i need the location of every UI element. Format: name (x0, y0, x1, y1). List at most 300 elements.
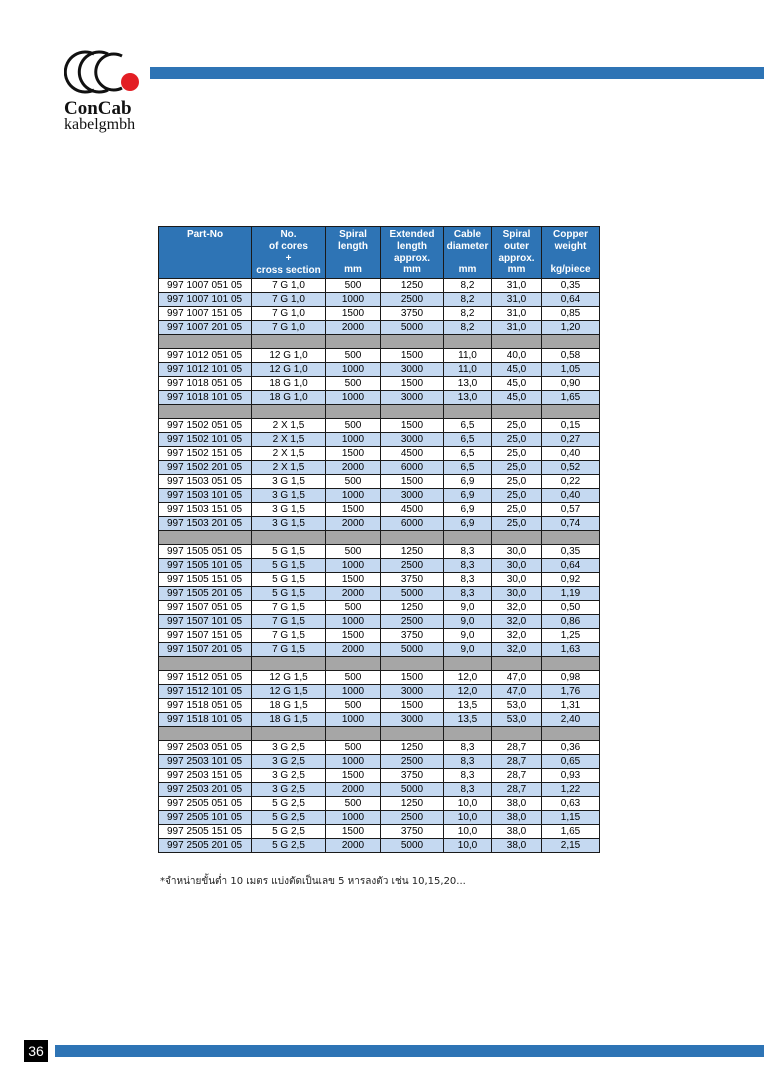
table-cell: 28,7 (492, 769, 542, 783)
table-cell: 5000 (381, 321, 444, 335)
table-cell: 25,0 (492, 489, 542, 503)
table-row (159, 769, 600, 783)
part-number-cell: 997 1502 151 05 (159, 447, 252, 461)
table-row (159, 419, 600, 433)
table-cell: 3 G 2,5 (252, 769, 326, 783)
table-cell: 0,50 (542, 601, 600, 615)
column-header-line: length (397, 241, 427, 252)
part-number-cell: 997 1505 201 05 (159, 587, 252, 601)
table-cell: 3000 (381, 489, 444, 503)
separator-cell (492, 657, 542, 671)
table-cell: 2500 (381, 559, 444, 573)
table-cell: 5 G 2,5 (252, 825, 326, 839)
header-accent-bar (150, 67, 764, 79)
column-header-line: Part-No (186, 229, 224, 240)
table-cell: 0,93 (542, 769, 600, 783)
table-cell: 1500 (326, 503, 381, 517)
separator-cell (542, 727, 600, 741)
table-cell: 2000 (326, 783, 381, 797)
table-cell: 3 G 2,5 (252, 741, 326, 755)
table-cell: 8,3 (444, 769, 492, 783)
table-cell: 0,58 (542, 349, 600, 363)
table-cell: 3750 (381, 573, 444, 587)
table-cell: 2 X 1,5 (252, 419, 326, 433)
table-cell: 6000 (381, 461, 444, 475)
table-cell: 1500 (326, 629, 381, 643)
table-cell: 25,0 (492, 433, 542, 447)
group-separator-row (159, 657, 600, 671)
part-number-cell: 997 1507 201 05 (159, 643, 252, 657)
column-header (381, 227, 444, 279)
table-row (159, 699, 600, 713)
separator-cell (159, 335, 252, 349)
table-cell: 18 G 1,5 (252, 713, 326, 727)
table-cell: 1,63 (542, 643, 600, 657)
table-cell: 3 G 2,5 (252, 755, 326, 769)
table-cell: 8,3 (444, 559, 492, 573)
separator-cell (542, 405, 600, 419)
table-cell: 1500 (381, 419, 444, 433)
separator-cell (381, 531, 444, 545)
table-row (159, 321, 600, 335)
table-cell: 8,2 (444, 321, 492, 335)
separator-cell (326, 657, 381, 671)
table-cell: 45,0 (492, 391, 542, 405)
part-number-cell: 997 1507 151 05 (159, 629, 252, 643)
table-cell: 0,22 (542, 475, 600, 489)
table-row (159, 545, 600, 559)
table-cell: 6,5 (444, 419, 492, 433)
part-number-cell: 997 1505 151 05 (159, 573, 252, 587)
table-cell: 12,0 (444, 685, 492, 699)
table-cell: 500 (326, 671, 381, 685)
table-row (159, 503, 600, 517)
group-separator-row (159, 727, 600, 741)
part-number-cell: 997 1512 051 05 (159, 671, 252, 685)
separator-cell (444, 531, 492, 545)
table-cell: 2,15 (542, 839, 600, 853)
table-cell: 0,57 (542, 503, 600, 517)
table-cell: 2 X 1,5 (252, 447, 326, 461)
table-cell: 4500 (381, 503, 444, 517)
table-row (159, 741, 600, 755)
table-cell: 12 G 1,0 (252, 363, 326, 377)
table-cell: 38,0 (492, 797, 542, 811)
table-cell: 6,5 (444, 447, 492, 461)
table-cell: 8,3 (444, 587, 492, 601)
table-cell: 1,05 (542, 363, 600, 377)
part-number-cell: 997 1518 101 05 (159, 713, 252, 727)
separator-cell (252, 405, 326, 419)
separator-cell (252, 657, 326, 671)
table-cell: 500 (326, 349, 381, 363)
table-cell: 2000 (326, 643, 381, 657)
table-cell: 1000 (326, 713, 381, 727)
part-number-cell: 997 1503 051 05 (159, 475, 252, 489)
separator-cell (492, 335, 542, 349)
table-cell: 5 G 2,5 (252, 811, 326, 825)
table-row (159, 377, 600, 391)
table-cell: 1,76 (542, 685, 600, 699)
table-cell: 38,0 (492, 839, 542, 853)
table-cell: 6,5 (444, 433, 492, 447)
column-header-line: Copper (553, 229, 588, 240)
table-cell: 8,2 (444, 279, 492, 293)
table-cell: 7 G 1,5 (252, 629, 326, 643)
separator-cell (381, 727, 444, 741)
table-cell: 2500 (381, 811, 444, 825)
column-unit: mm (403, 264, 421, 275)
table-cell: 30,0 (492, 545, 542, 559)
table-cell: 25,0 (492, 503, 542, 517)
column-header-line: outer (504, 241, 529, 252)
table-cell: 0,52 (542, 461, 600, 475)
table-cell: 1,25 (542, 629, 600, 643)
table-cell: 11,0 (444, 363, 492, 377)
part-number-cell: 997 1505 101 05 (159, 559, 252, 573)
brand-name: ConCab (64, 98, 132, 119)
brand-subtitle: kabelgmbh (64, 116, 136, 133)
table-cell: 5 G 1,5 (252, 573, 326, 587)
column-header-line: Spiral (339, 229, 367, 240)
part-number-cell: 997 2503 201 05 (159, 783, 252, 797)
part-number-cell: 997 1503 201 05 (159, 517, 252, 531)
table-cell: 500 (326, 377, 381, 391)
table-cell: 0,64 (542, 559, 600, 573)
table-cell: 28,7 (492, 755, 542, 769)
separator-cell (444, 405, 492, 419)
part-number-cell: 997 1007 101 05 (159, 293, 252, 307)
table-cell: 1000 (326, 615, 381, 629)
table-cell: 1500 (326, 573, 381, 587)
column-header-line: length (338, 241, 368, 252)
column-header-line: Spiral (502, 229, 531, 240)
separator-cell (252, 727, 326, 741)
table-cell: 1,31 (542, 699, 600, 713)
table-cell: 1000 (326, 391, 381, 405)
table-cell: 1500 (326, 447, 381, 461)
part-number-cell: 997 1007 151 05 (159, 307, 252, 321)
table-cell: 18 G 1,5 (252, 699, 326, 713)
table-cell: 0,35 (542, 279, 600, 293)
part-number-cell: 997 1507 051 05 (159, 601, 252, 615)
table-body (159, 279, 600, 853)
table-cell: 3750 (381, 825, 444, 839)
table-cell: 0,98 (542, 671, 600, 685)
part-number-cell: 997 1502 051 05 (159, 419, 252, 433)
separator-cell (381, 405, 444, 419)
table-cell: 1000 (326, 811, 381, 825)
table-cell: 1,65 (542, 391, 600, 405)
table-cell: 7 G 1,5 (252, 643, 326, 657)
part-number-cell: 997 1502 201 05 (159, 461, 252, 475)
separator-cell (159, 531, 252, 545)
table-cell: 2000 (326, 587, 381, 601)
column-header-line: diameter (446, 241, 489, 252)
table-cell: 5 G 2,5 (252, 839, 326, 853)
table-cell: 0,27 (542, 433, 600, 447)
table-cell: 6,5 (444, 461, 492, 475)
separator-cell (444, 657, 492, 671)
table-cell: 2000 (326, 461, 381, 475)
part-number-cell: 997 1012 101 05 (159, 363, 252, 377)
table-cell: 2500 (381, 615, 444, 629)
table-cell: 3750 (381, 629, 444, 643)
table-cell: 7 G 1,5 (252, 601, 326, 615)
table-cell: 38,0 (492, 811, 542, 825)
table-row (159, 517, 600, 531)
table-cell: 1000 (326, 559, 381, 573)
table-row (159, 839, 600, 853)
table-cell: 47,0 (492, 671, 542, 685)
table-row (159, 573, 600, 587)
table-row (159, 643, 600, 657)
column-header-line: No. (280, 229, 297, 240)
column-unit: mm (344, 264, 362, 275)
table-cell: 32,0 (492, 643, 542, 657)
table-cell: 11,0 (444, 349, 492, 363)
table-cell: 25,0 (492, 517, 542, 531)
part-number-cell: 997 1518 051 05 (159, 699, 252, 713)
table-cell: 500 (326, 601, 381, 615)
table-cell: 0,92 (542, 573, 600, 587)
table-cell: 7 G 1,0 (252, 307, 326, 321)
table-cell: 1,19 (542, 587, 600, 601)
table-row (159, 279, 600, 293)
group-separator-row (159, 405, 600, 419)
table-cell: 13,0 (444, 391, 492, 405)
column-unit: kg/piece (550, 264, 591, 275)
table-cell: 2500 (381, 755, 444, 769)
column-header-line: cross section (256, 265, 321, 276)
column-unit: mm (507, 264, 526, 275)
table-row (159, 685, 600, 699)
table-cell: 2,40 (542, 713, 600, 727)
column-header (492, 227, 542, 279)
table-cell: 13,5 (444, 699, 492, 713)
table-cell: 1500 (326, 769, 381, 783)
part-number-cell: 997 2503 101 05 (159, 755, 252, 769)
column-header (542, 227, 600, 279)
part-number-cell: 997 2505 201 05 (159, 839, 252, 853)
table-cell: 3000 (381, 433, 444, 447)
table-cell: 30,0 (492, 587, 542, 601)
table-cell: 8,3 (444, 783, 492, 797)
separator-cell (542, 335, 600, 349)
table-cell: 5000 (381, 839, 444, 853)
table-row (159, 629, 600, 643)
table-cell: 32,0 (492, 601, 542, 615)
table-cell: 7 G 1,5 (252, 615, 326, 629)
table-cell: 0,40 (542, 489, 600, 503)
separator-cell (159, 727, 252, 741)
column-header-line: approx. (393, 253, 431, 264)
table-cell: 2500 (381, 293, 444, 307)
part-number-cell: 997 2505 051 05 (159, 797, 252, 811)
table-cell: 1250 (381, 797, 444, 811)
table-cell: 1000 (326, 489, 381, 503)
table-row (159, 797, 600, 811)
separator-cell (542, 531, 600, 545)
table-cell: 31,0 (492, 307, 542, 321)
separator-cell (159, 405, 252, 419)
separator-cell (326, 531, 381, 545)
table-cell: 500 (326, 475, 381, 489)
table-row (159, 811, 600, 825)
table-cell: 31,0 (492, 279, 542, 293)
table-row (159, 433, 600, 447)
table-cell: 8,3 (444, 545, 492, 559)
table-cell: 10,0 (444, 811, 492, 825)
table-cell: 9,0 (444, 601, 492, 615)
table-cell: 1,65 (542, 825, 600, 839)
group-separator-row (159, 531, 600, 545)
part-number-cell: 997 2505 151 05 (159, 825, 252, 839)
part-number-cell: 997 1507 101 05 (159, 615, 252, 629)
column-header (326, 227, 381, 279)
table-cell: 1,15 (542, 811, 600, 825)
table-cell: 3000 (381, 685, 444, 699)
table-header-row (159, 227, 600, 279)
table-row (159, 713, 600, 727)
table-row (159, 783, 600, 797)
table-row (159, 391, 600, 405)
table-cell: 1250 (381, 545, 444, 559)
separator-cell (492, 727, 542, 741)
table-cell: 1250 (381, 279, 444, 293)
table-cell: 10,0 (444, 797, 492, 811)
table-row (159, 349, 600, 363)
part-number-cell: 997 1018 051 05 (159, 377, 252, 391)
table-row (159, 559, 600, 573)
separator-cell (542, 657, 600, 671)
table-cell: 32,0 (492, 615, 542, 629)
column-header-line: + (285, 253, 292, 264)
table-cell: 3750 (381, 769, 444, 783)
table-cell: 0,85 (542, 307, 600, 321)
table-cell: 4500 (381, 447, 444, 461)
table-cell: 1250 (381, 741, 444, 755)
table-cell: 1000 (326, 685, 381, 699)
table-cell: 3000 (381, 713, 444, 727)
table-cell: 0,63 (542, 797, 600, 811)
table-cell: 6000 (381, 517, 444, 531)
table-cell: 8,3 (444, 573, 492, 587)
table-cell: 2000 (326, 321, 381, 335)
table-cell: 25,0 (492, 475, 542, 489)
table-cell: 1500 (381, 349, 444, 363)
table-cell: 3000 (381, 391, 444, 405)
table-cell: 7 G 1,0 (252, 321, 326, 335)
column-header-line: of cores (269, 241, 308, 252)
part-number-cell: 997 1503 151 05 (159, 503, 252, 517)
table-row (159, 307, 600, 321)
part-number-cell: 997 2503 151 05 (159, 769, 252, 783)
table-row (159, 601, 600, 615)
separator-cell (326, 335, 381, 349)
table-cell: 500 (326, 741, 381, 755)
table-cell: 0,65 (542, 755, 600, 769)
part-number-cell: 997 1007 051 05 (159, 279, 252, 293)
table-cell: 6,9 (444, 489, 492, 503)
separator-cell (381, 657, 444, 671)
column-header (252, 227, 326, 279)
table-cell: 7 G 1,0 (252, 293, 326, 307)
table-cell: 31,0 (492, 321, 542, 335)
table-row (159, 489, 600, 503)
table-cell: 2 X 1,5 (252, 433, 326, 447)
table-cell: 1500 (381, 475, 444, 489)
table-cell: 5000 (381, 643, 444, 657)
column-header (444, 227, 492, 279)
table-cell: 0,74 (542, 517, 600, 531)
table-cell: 1000 (326, 293, 381, 307)
table-cell: 1500 (326, 825, 381, 839)
table-cell: 3 G 2,5 (252, 783, 326, 797)
footer-accent-bar (55, 1045, 764, 1057)
table-cell: 1,20 (542, 321, 600, 335)
table-cell: 5000 (381, 783, 444, 797)
table-cell: 1000 (326, 363, 381, 377)
table-cell: 3 G 1,5 (252, 489, 326, 503)
part-number-cell: 997 2503 051 05 (159, 741, 252, 755)
table-cell: 10,0 (444, 825, 492, 839)
table-cell: 13,0 (444, 377, 492, 391)
table-cell: 25,0 (492, 447, 542, 461)
table-cell: 500 (326, 797, 381, 811)
footnote: *จำหน่ายขั้นต่ำ 10 เมตร แบ่งตัดเป็นเลข 5 หารลงตัว เช่น 10,15,20... (160, 876, 466, 887)
table-cell: 1500 (381, 377, 444, 391)
column-header-line: Cable (453, 229, 482, 240)
logo-rings-icon (64, 44, 144, 100)
table-cell: 31,0 (492, 293, 542, 307)
table-cell: 500 (326, 545, 381, 559)
table-cell: 0,35 (542, 545, 600, 559)
table-cell: 28,7 (492, 783, 542, 797)
table-cell: 1500 (326, 307, 381, 321)
table-cell: 45,0 (492, 377, 542, 391)
table-row (159, 587, 600, 601)
cable-spec-table (158, 226, 600, 853)
separator-cell (326, 727, 381, 741)
table-cell: 500 (326, 419, 381, 433)
part-number-cell: 997 1505 051 05 (159, 545, 252, 559)
part-number-cell: 997 2505 101 05 (159, 811, 252, 825)
column-header-line: Extended (389, 229, 435, 240)
table-cell: 12 G 1,0 (252, 349, 326, 363)
table-cell: 9,0 (444, 615, 492, 629)
table-cell: 2000 (326, 517, 381, 531)
table-cell: 0,15 (542, 419, 600, 433)
table-row (159, 447, 600, 461)
table-cell: 25,0 (492, 461, 542, 475)
table-cell: 12 G 1,5 (252, 671, 326, 685)
table-cell: 8,3 (444, 741, 492, 755)
column-header-line: approx. (498, 253, 535, 264)
table-cell: 40,0 (492, 349, 542, 363)
table-cell: 25,0 (492, 419, 542, 433)
table-cell: 2 X 1,5 (252, 461, 326, 475)
table-cell: 6,9 (444, 517, 492, 531)
page-number: 36 (24, 1040, 48, 1062)
table-cell: 18 G 1,0 (252, 391, 326, 405)
table-cell: 1000 (326, 433, 381, 447)
column-unit: mm (458, 264, 477, 275)
table-cell: 45,0 (492, 363, 542, 377)
table-cell: 3 G 1,5 (252, 517, 326, 531)
table-cell: 0,86 (542, 615, 600, 629)
separator-cell (252, 335, 326, 349)
